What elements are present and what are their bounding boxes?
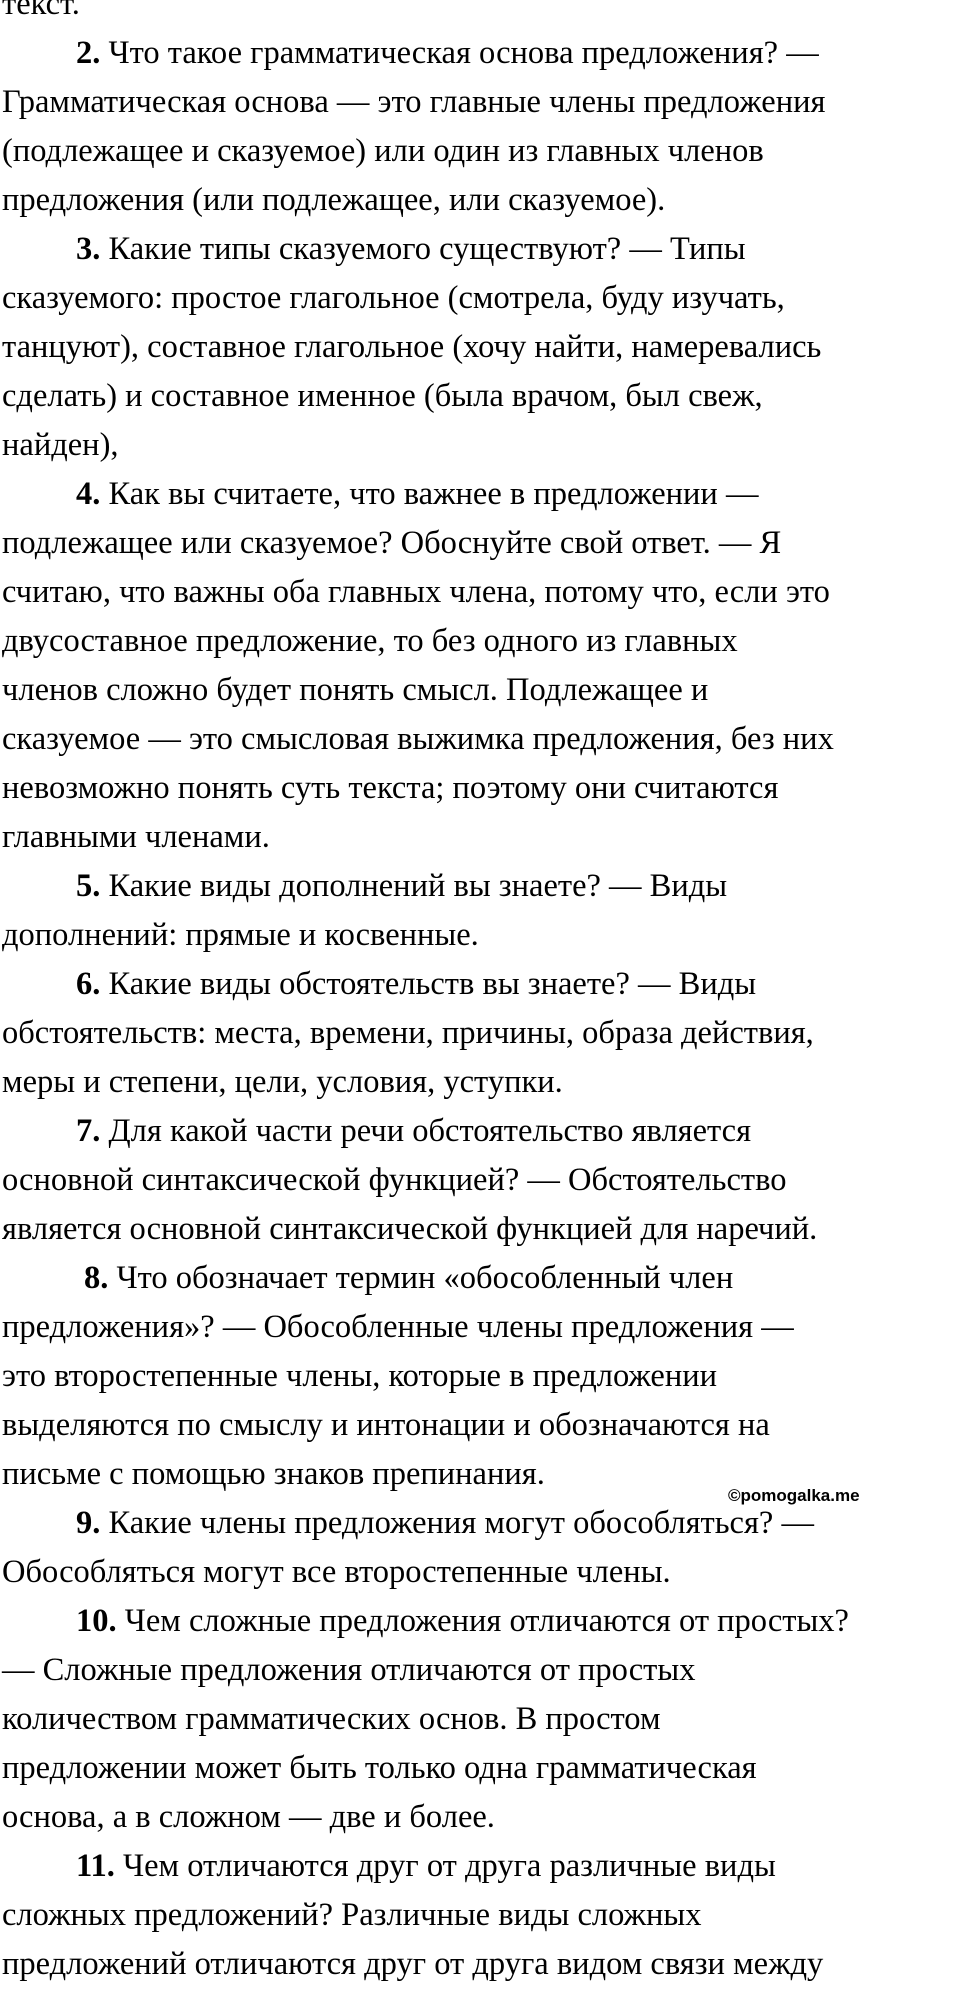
text-line: членов сложно будет понять смысл. Подлежащее и	[2, 672, 709, 708]
text-line: — Сложные предложения отличаются от простых	[2, 1652, 696, 1688]
text-span: Что такое грамматическая основа предложения? —	[100, 35, 819, 71]
item-number: 6.	[76, 966, 101, 1002]
text-line: Обособляться могут все второстепенные члены.	[2, 1554, 671, 1590]
text-line	[2, 1499, 958, 1548]
text-line	[2, 862, 958, 911]
item-number: 3.	[76, 231, 101, 267]
text-line	[2, 225, 958, 274]
text-line: Грамматическая основа — это главные члены предложения	[2, 84, 826, 120]
text-line: сказуемое — это смысловая выжимка предложения, без них	[2, 721, 834, 757]
text-line	[2, 1107, 958, 1156]
text-line: основа, а в сложном — две и более.	[2, 1799, 495, 1835]
text-line: сложных предложений? Различные виды сложных	[2, 1897, 702, 1933]
text-line: двусоставное предложение, то без одного из главных	[2, 623, 738, 659]
text-line: это второстепенные члены, которые в предложении	[2, 1358, 718, 1394]
text-span: Чем отличаются друг от друга различные виды	[114, 1848, 776, 1884]
text-span: Что обозначает термин «обособленный член	[108, 1260, 734, 1296]
text-line: выделяются по смыслу и интонации и обозначаются на	[2, 1407, 770, 1443]
text-line: предложения»? — Обособленные члены предложения —	[2, 1309, 794, 1345]
item-number: 8.	[84, 1260, 109, 1296]
text-line: танцуют), составное глагольное (хочу найти, намеревались	[2, 329, 822, 365]
text-span: Какие члены предложения могут обособляться? —	[100, 1505, 814, 1541]
item-number: 10.	[76, 1603, 117, 1639]
text-span: Какие виды дополнений вы знаете? — Виды	[100, 868, 728, 904]
text-line: найден),	[2, 427, 119, 463]
text-line: считаю, что важны оба главных члена, потому что, если это	[2, 574, 830, 610]
text-span: Чем сложные предложения отличаются от простых?	[116, 1603, 849, 1639]
text-line: письме с помощью знаков препинания.	[2, 1456, 545, 1492]
item-number: 7.	[76, 1113, 101, 1149]
text-line: обстоятельств: места, времени, причины, образа действия,	[2, 1015, 814, 1051]
text-line	[2, 1842, 958, 1891]
text-line	[2, 1254, 958, 1303]
item-number: 9.	[76, 1505, 101, 1541]
text-line: сделать) и составное именное (была врачом, был свеж,	[2, 378, 763, 414]
text-line: подлежащее или сказуемое? Обоснуйте свой ответ. — Я	[2, 525, 782, 561]
text-span: Какие виды обстоятельств вы знаете? — Виды	[100, 966, 757, 1002]
text-line: меры и степени, цели, условия, уступки.	[2, 1064, 563, 1100]
text-line: невозможно понять суть текста; поэтому они считаются	[2, 770, 779, 806]
text-line: главными членами.	[2, 819, 270, 855]
text-line: является основной синтаксической функцией для наречий.	[2, 1211, 818, 1247]
text-line: дополнений: прямые и косвенные.	[2, 917, 479, 953]
item-number: 5.	[76, 868, 101, 904]
text-span: Как вы считаете, что важнее в предложении —	[100, 476, 759, 512]
text-line	[2, 29, 958, 78]
text-span: Для какой части речи обстоятельство является	[100, 1113, 752, 1149]
text-line	[2, 470, 958, 519]
text-line: (подлежащее и сказуемое) или один из главных членов	[2, 133, 764, 169]
document-page	[2, 0, 958, 1989]
text-line: текст.	[2, 0, 80, 22]
item-number: 4.	[76, 476, 101, 512]
text-line: предложения (или подлежащее, или сказуемое).	[2, 182, 666, 218]
text-line: сказуемого: простое глагольное (смотрела, буду изучать,	[2, 280, 785, 316]
item-number: 2.	[76, 35, 101, 71]
text-line: предложений отличаются друг от друга видом связи между	[2, 1946, 824, 1982]
text-line: предложении может быть только одна грамматическая	[2, 1750, 757, 1786]
text-line: основной синтаксической функцией? — Обстоятельство	[2, 1162, 787, 1198]
watermark: ©pomogalka.me	[728, 1486, 860, 1505]
text-line: количеством грамматических основ. В простом	[2, 1701, 661, 1737]
text-line	[2, 1597, 958, 1646]
text-span: Какие типы сказуемого существуют? — Типы	[100, 231, 746, 267]
text-line	[2, 960, 958, 1009]
item-number: 11.	[76, 1848, 115, 1884]
